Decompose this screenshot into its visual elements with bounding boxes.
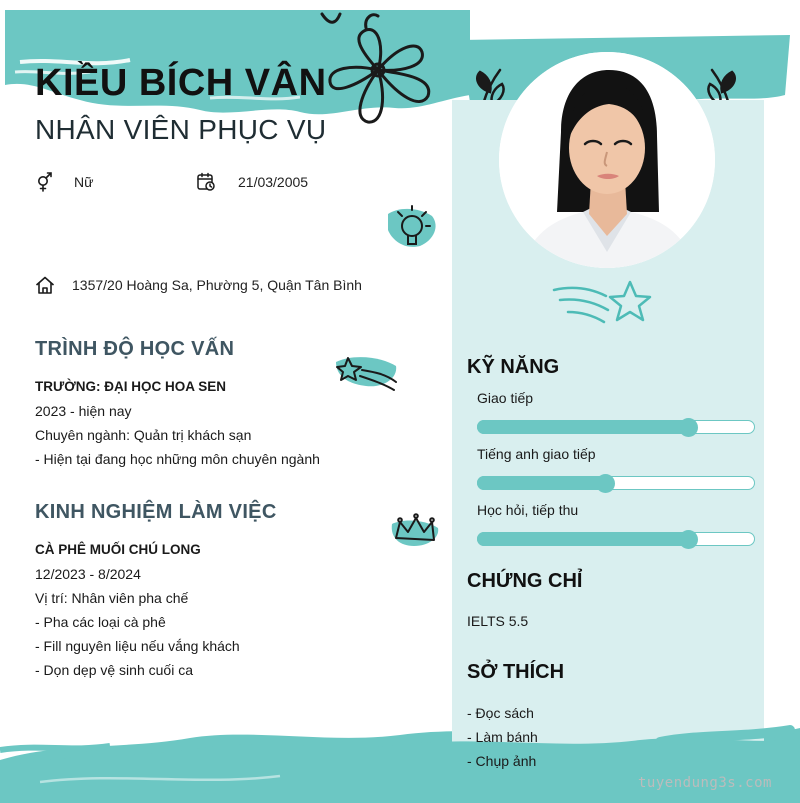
skill-label: Giao tiếp — [477, 390, 534, 406]
skill-label: Tiếng anh giao tiếp — [477, 446, 596, 462]
certificate-item: IELTS 5.5 — [467, 613, 529, 629]
skill-item — [477, 500, 755, 546]
address-row — [35, 275, 362, 295]
skill-bar — [477, 476, 755, 490]
hobby-item: - Đọc sách — [467, 705, 534, 721]
experience-period: 12/2023 - 8/2024 — [35, 566, 141, 582]
skill-bar-fill — [477, 532, 687, 546]
skill-bar-fill — [477, 476, 604, 490]
calendar-icon — [196, 172, 216, 192]
education-title: TRÌNH ĐỘ HỌC VẤN — [35, 338, 235, 360]
education-school: TRƯỜNG: ĐẠI HỌC HOA SEN — [35, 379, 226, 394]
job-title: NHÂN VIÊN PHỤC VỤ — [35, 114, 327, 145]
education-note: - Hiện tại đang học những môn chuyên ngành — [35, 451, 320, 467]
watermark: tuyendung3s.com — [638, 775, 772, 791]
gender-value: Nữ — [74, 174, 94, 190]
hobby-item: - Làm bánh — [467, 729, 538, 745]
home-icon — [35, 275, 55, 295]
gender-icon — [35, 172, 55, 192]
skill-label: Học hỏi, tiếp thu — [477, 502, 579, 518]
skill-bar-knob — [596, 474, 615, 493]
experience-block — [35, 538, 240, 682]
experience-position: Vị trí: Nhân viên pha chế — [35, 590, 189, 606]
candidate-name: KIỀU BÍCH VÂN — [35, 62, 327, 104]
skill-bar — [477, 532, 755, 546]
profile-photo — [499, 52, 715, 268]
education-major: Chuyên ngành: Quản trị khách sạn — [35, 427, 252, 443]
skill-bar — [477, 420, 755, 434]
experience-task: - Dọn dẹp vệ sinh cuối ca — [35, 662, 193, 678]
skills-title: KỸ NĂNG — [467, 356, 560, 378]
education-period: 2023 - hiện nay — [35, 403, 132, 419]
hobbies-title: SỞ THÍCH — [467, 661, 565, 683]
certificates-list — [467, 609, 528, 633]
experience-task: - Fill nguyên liệu nếu vắng khách — [35, 638, 240, 654]
education-block — [35, 375, 320, 471]
skill-item — [477, 444, 755, 490]
birthdate-value: 21/03/2005 — [238, 174, 309, 190]
skill-bar-knob — [679, 418, 698, 437]
skill-bar-knob — [679, 530, 698, 549]
gender-row — [35, 172, 93, 192]
address-value: 1357/20 Hoàng Sa, Phường 5, Quận Tân Bình — [72, 277, 362, 293]
experience-title: KINH NGHIỆM LÀM VIỆC — [35, 501, 277, 523]
birthdate-row — [196, 172, 308, 192]
portrait-illustration — [499, 52, 715, 268]
skill-item — [477, 388, 755, 434]
skill-bar-fill — [477, 420, 687, 434]
hobby-item: - Chụp ảnh — [467, 753, 537, 769]
hobbies-list — [467, 701, 538, 773]
certificates-title: CHỨNG CHỈ — [467, 570, 583, 592]
experience-company: CÀ PHÊ MUỐI CHÚ LONG — [35, 542, 201, 557]
experience-task: - Pha các loại cà phê — [35, 614, 166, 630]
